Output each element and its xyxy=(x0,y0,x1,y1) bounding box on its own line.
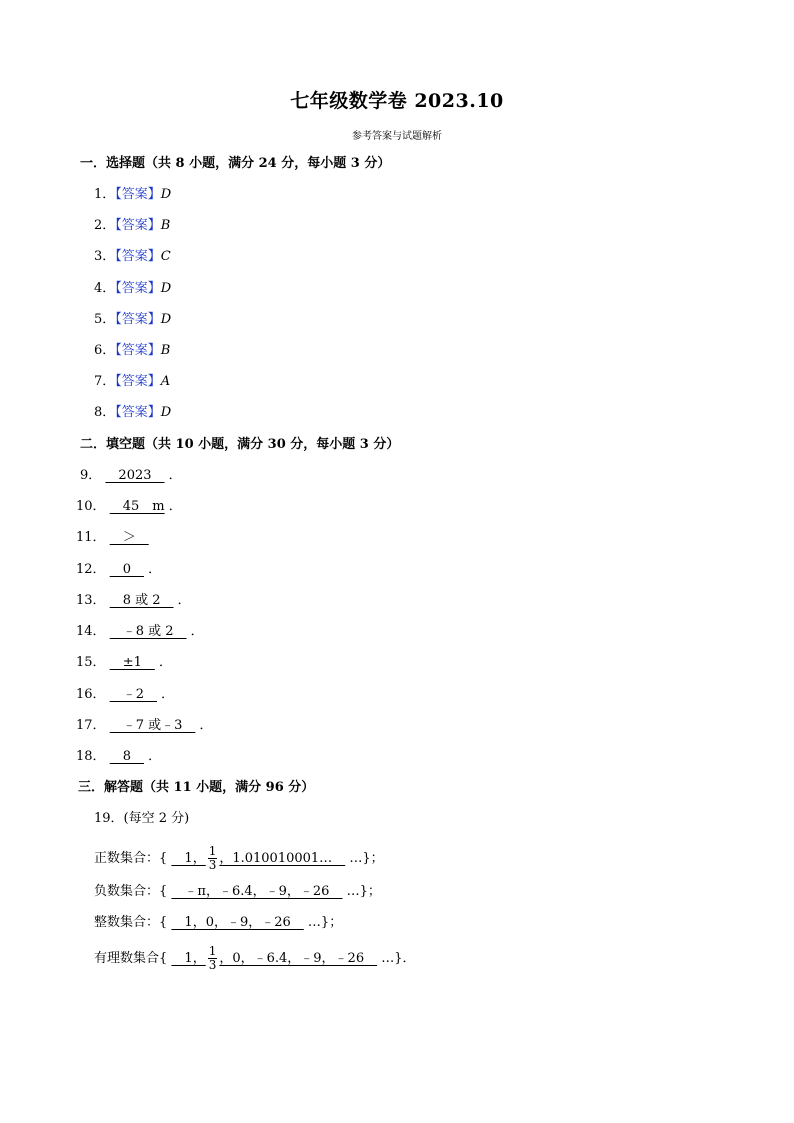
fraction-numerator: 1 xyxy=(208,944,217,958)
answer-tag: 【答案】 xyxy=(115,311,161,327)
answer-blank: ±1 xyxy=(109,655,155,670)
negative-set-line xyxy=(94,882,381,902)
answer-blank: ＞ xyxy=(109,530,149,545)
positive-set-blank xyxy=(171,844,346,872)
item-suffix: ． xyxy=(199,718,213,733)
choice-item xyxy=(94,216,170,236)
item-number: 10． xyxy=(76,499,106,514)
page-title: 七年级数学卷 2023.10 xyxy=(290,90,504,112)
item-number: 14． xyxy=(76,624,106,639)
answer-blank: ﹣2 xyxy=(109,687,157,702)
fill-item-12 xyxy=(76,560,161,580)
answer-letter: D xyxy=(160,187,172,202)
item-number: 2． xyxy=(94,218,116,234)
rational-set-line xyxy=(94,944,416,974)
fraction-denominator: 3 xyxy=(208,858,217,872)
item-suffix: ． xyxy=(161,687,175,702)
answer-tag: 【答案】 xyxy=(115,343,161,358)
answer-tag: 【答案】 xyxy=(115,374,161,390)
answer-letter: B xyxy=(160,343,171,358)
answer-blank: 2023 xyxy=(105,468,165,483)
fill-item-17 xyxy=(76,716,213,736)
item-suffix: ． xyxy=(168,499,182,514)
positive-set-part: 1， xyxy=(171,851,206,866)
positive-set-part: ，1.010010001… xyxy=(219,851,346,866)
item-number: 13． xyxy=(76,593,106,608)
fill-item-13 xyxy=(76,591,191,611)
answer-blank: 8 xyxy=(109,749,144,764)
integer-set-label: 整数集合：{ xyxy=(94,915,168,930)
item-number: 4． xyxy=(94,280,116,296)
fill-item-15 xyxy=(76,653,172,673)
answer-blank: 8 或 2 xyxy=(109,593,174,608)
section2-heading: 二．填空题（共 10 小题，满分 30 分，每小题 3 分） xyxy=(80,437,400,452)
answer-blank: ﹣7 或﹣3 xyxy=(109,718,196,733)
negative-set-label: 负数集合：{ xyxy=(94,884,168,899)
choice-item xyxy=(94,247,171,267)
fill-item-16 xyxy=(76,685,174,705)
fill-item-11 xyxy=(76,528,149,548)
positive-set-line xyxy=(94,844,384,874)
item-suffix: ． xyxy=(168,468,182,483)
item-number: 12． xyxy=(76,562,106,577)
integer-set-line xyxy=(94,913,342,933)
answer-tag: 【答案】 xyxy=(115,187,161,202)
fill-item-10 xyxy=(76,497,182,517)
fill-item-18 xyxy=(76,747,161,767)
item-suffix: ． xyxy=(190,624,204,639)
answer-letter: D xyxy=(160,405,172,421)
item-number: 1． xyxy=(94,187,116,202)
answer-tag: 【答案】 xyxy=(115,218,161,234)
fill-item-9 xyxy=(80,466,182,486)
rational-set-blank xyxy=(171,944,378,972)
answer-letter: B xyxy=(160,218,171,234)
fraction-one-third xyxy=(208,945,218,972)
item-suffix: ． xyxy=(159,655,173,670)
rational-set-part: ，0，﹣6.4，﹣9，﹣26 xyxy=(219,951,378,966)
item-number: 18． xyxy=(76,749,106,764)
item-number: 15． xyxy=(76,655,106,670)
choice-item xyxy=(94,279,171,299)
answer-letter: D xyxy=(160,311,172,327)
item-number: 3． xyxy=(94,249,116,265)
fill-item-14 xyxy=(76,622,204,642)
answer-letter: C xyxy=(160,249,171,265)
set-end: …}； xyxy=(307,915,343,930)
item-number: 9． xyxy=(80,468,102,483)
section1-heading: 一．选择题（共 8 小题，满分 24 分，每小题 3 分） xyxy=(80,156,391,171)
set-end: …}； xyxy=(346,884,381,899)
item-suffix: ． xyxy=(177,593,191,608)
item-number: 11． xyxy=(76,530,106,545)
q19-label: 19．(每空 2 分) xyxy=(94,811,190,826)
rational-set-part: 1， xyxy=(171,951,206,966)
item-number: 7． xyxy=(94,374,116,390)
section3-heading: 三．解答题（共 11 小题，满分 96 分） xyxy=(78,780,315,795)
answer-letter: D xyxy=(160,280,172,296)
positive-set-label: 正数集合：{ xyxy=(94,851,168,866)
answer-tag: 【答案】 xyxy=(115,405,161,421)
item-number: 17． xyxy=(76,718,106,733)
answer-blank: 0 xyxy=(109,562,144,577)
set-end: …}； xyxy=(349,851,384,866)
choice-item xyxy=(94,310,171,330)
item-suffix: ． xyxy=(148,562,162,577)
answer-tag: 【答案】 xyxy=(115,249,161,265)
answer-blank: 45 m xyxy=(109,499,165,514)
answer-letter: A xyxy=(160,374,171,390)
choice-item xyxy=(94,185,171,205)
set-end: …}． xyxy=(381,951,416,966)
fraction-numerator: 1 xyxy=(208,844,217,858)
integer-set-blank: 1，0，﹣9，﹣26 xyxy=(171,915,304,930)
fraction-denominator: 3 xyxy=(208,958,217,972)
item-number: 16． xyxy=(76,687,106,702)
item-suffix: ． xyxy=(148,749,162,764)
item-number: 6． xyxy=(94,343,116,358)
answer-tag: 【答案】 xyxy=(115,280,161,296)
choice-item xyxy=(94,403,171,423)
choice-item xyxy=(94,341,170,361)
choice-item xyxy=(94,372,170,392)
negative-set-blank: ﹣π，﹣6.4，﹣9，﹣26 xyxy=(171,884,343,899)
rational-set-label: 有理数集合{ xyxy=(94,951,168,966)
item-number: 8． xyxy=(94,405,116,421)
fraction-one-third xyxy=(208,845,218,872)
item-number: 5． xyxy=(94,311,116,327)
page-subtitle: 参考答案与试题解析 xyxy=(352,131,442,142)
answer-blank: ﹣8 或 2 xyxy=(109,624,187,639)
